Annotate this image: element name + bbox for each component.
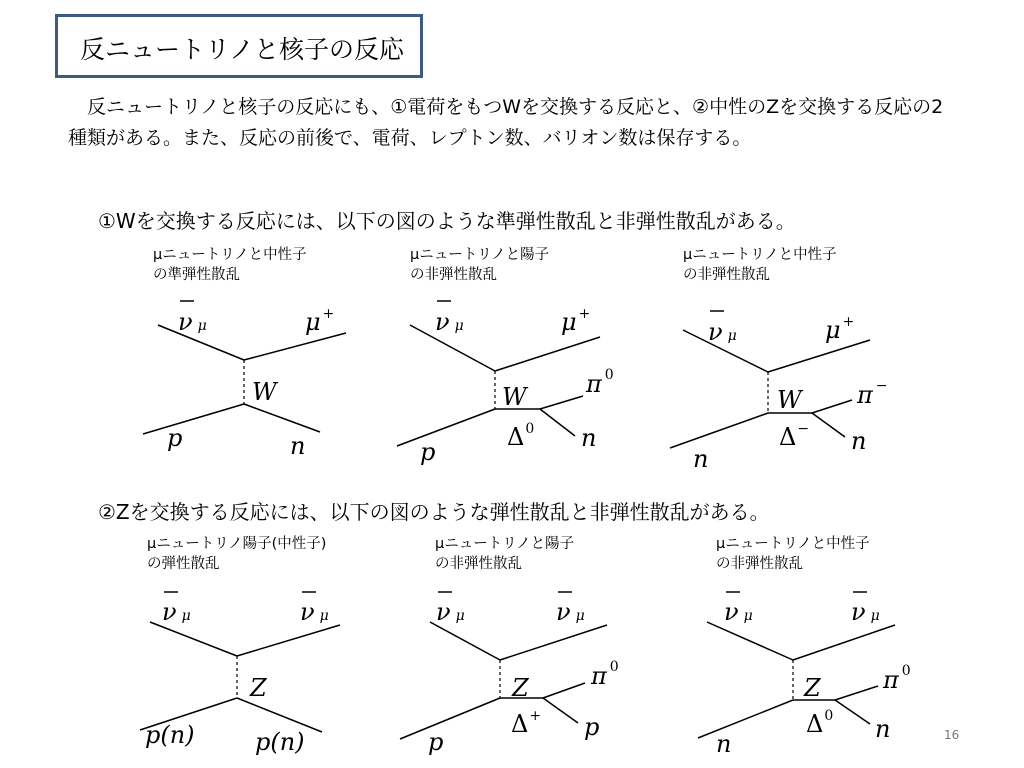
out-lepton-line <box>500 625 607 660</box>
out-nucleon-label: n <box>290 432 306 460</box>
meson-line <box>543 683 585 698</box>
boson-label: W <box>252 378 277 406</box>
in-lepton-line <box>430 622 500 660</box>
intro-text: 反ニュートリノと核子の反応にも、①電荷をもつWを交換する反応と、②中性のZを交換する反応の2種類がある。また、反応の前後で、電荷、レプトン数、バリオン数は保存する。 <box>68 96 944 149</box>
in-nucleon-line <box>397 409 495 446</box>
out-lepton-line <box>244 333 346 360</box>
out-lepton-line <box>768 340 870 372</box>
s1-caption-2: μニュートリノと陽子 の非弾性散乱 <box>410 247 550 283</box>
out-nucleon-label: p(n) <box>255 728 305 756</box>
in-nucleon-line <box>400 698 500 739</box>
diagram-s1-3 <box>670 311 888 473</box>
out-lepton-label: μ + <box>305 306 335 336</box>
out-nucleon-line <box>244 404 320 432</box>
meson-label: π $^0$ <box>586 367 614 398</box>
boson-label: W <box>777 386 802 414</box>
out-lepton-label: νμ <box>300 598 329 626</box>
meson-label: π $^0$ <box>591 659 619 690</box>
in-lepton-line <box>683 330 768 372</box>
s2-caption-1: μニュートリノ陽子(中性子) の弾性散乱 <box>147 536 327 572</box>
in-nucleon-line <box>698 700 793 738</box>
in-lepton-line <box>150 622 237 656</box>
s1-caption-1: μニュートリノと中性子 の準弾性散乱 <box>153 247 307 283</box>
section1-heading: ①Wを交換する反応には、以下の図のような準弾性散乱と非弾性散乱がある。 <box>98 209 796 233</box>
boson-label: Z <box>804 674 821 702</box>
out-nucleon-label: p <box>584 713 600 741</box>
out-nucleon-line <box>543 698 578 723</box>
out-lepton-line <box>237 625 340 656</box>
in-lepton-line <box>707 622 793 660</box>
diagram-s2-1 <box>140 592 340 756</box>
s2-caption-3: μニュートリノと中性子 の非弾性散乱 <box>716 536 870 572</box>
out-nucleon-label: n <box>875 715 891 743</box>
out-lepton-label: νμ <box>851 598 880 626</box>
resonance-label: $\Delta^0$ <box>806 708 834 738</box>
out-nucleon-label: n <box>851 427 867 455</box>
out-nucleon-line <box>540 409 575 436</box>
in-nucleon-line <box>143 404 244 434</box>
in-nucleon-line <box>670 413 768 448</box>
in-lepton-label: νμ <box>162 598 191 626</box>
out-nucleon-line <box>835 700 870 724</box>
in-nucleon-label: n <box>716 730 732 758</box>
out-lepton-line <box>495 337 600 371</box>
s2-caption-2: μニュートリノと陽子 の非弾性散乱 <box>435 536 575 572</box>
boson-label: Z <box>512 674 529 702</box>
meson-label: π − <box>857 378 888 409</box>
out-lepton-line <box>793 625 895 660</box>
in-nucleon-label: p <box>420 438 436 466</box>
resonance-label: Δ+ <box>511 708 542 738</box>
s1-caption-3: μニュートリノと中性子 の非弾性散乱 <box>683 247 837 283</box>
in-lepton-label: νμ <box>724 598 753 626</box>
meson-line <box>540 396 583 409</box>
diagram-s2-2 <box>400 592 619 756</box>
out-lepton-label: μ + <box>825 314 855 344</box>
boson-label: W <box>502 383 527 411</box>
in-lepton-label: νμ <box>708 318 737 346</box>
resonance-label: $\Delta^0$ <box>507 421 535 451</box>
in-lepton-label: νμ <box>178 308 207 336</box>
diagram-s1-2 <box>397 301 614 466</box>
slide-title: 反ニュートリノと核子の反応 <box>80 35 405 64</box>
diagram-s2-3 <box>698 592 911 758</box>
in-nucleon-label: n <box>693 445 709 473</box>
in-nucleon-label: p <box>428 728 444 756</box>
out-lepton-label: νμ <box>556 598 585 626</box>
in-lepton-label: νμ <box>436 598 465 626</box>
in-lepton-label: νμ <box>435 308 464 336</box>
in-nucleon-label: p(n) <box>145 721 195 749</box>
meson-line <box>812 400 852 413</box>
out-nucleon-line <box>237 698 322 732</box>
out-nucleon-line <box>812 413 845 437</box>
page-number: 16 <box>944 728 960 742</box>
diagram-s1-1 <box>143 301 346 460</box>
section2-heading: ②Zを交換する反応には、以下の図のような弾性散乱と非弾性散乱がある。 <box>98 500 770 524</box>
out-nucleon-label: n <box>581 424 597 452</box>
boson-label: Z <box>250 674 267 702</box>
in-lepton-line <box>410 325 495 371</box>
in-nucleon-label: p <box>167 424 183 452</box>
out-lepton-label: μ + <box>561 306 591 336</box>
resonance-label: Δ− <box>779 421 810 451</box>
meson-line <box>835 686 878 700</box>
meson-label: π $^0$ <box>883 663 911 694</box>
